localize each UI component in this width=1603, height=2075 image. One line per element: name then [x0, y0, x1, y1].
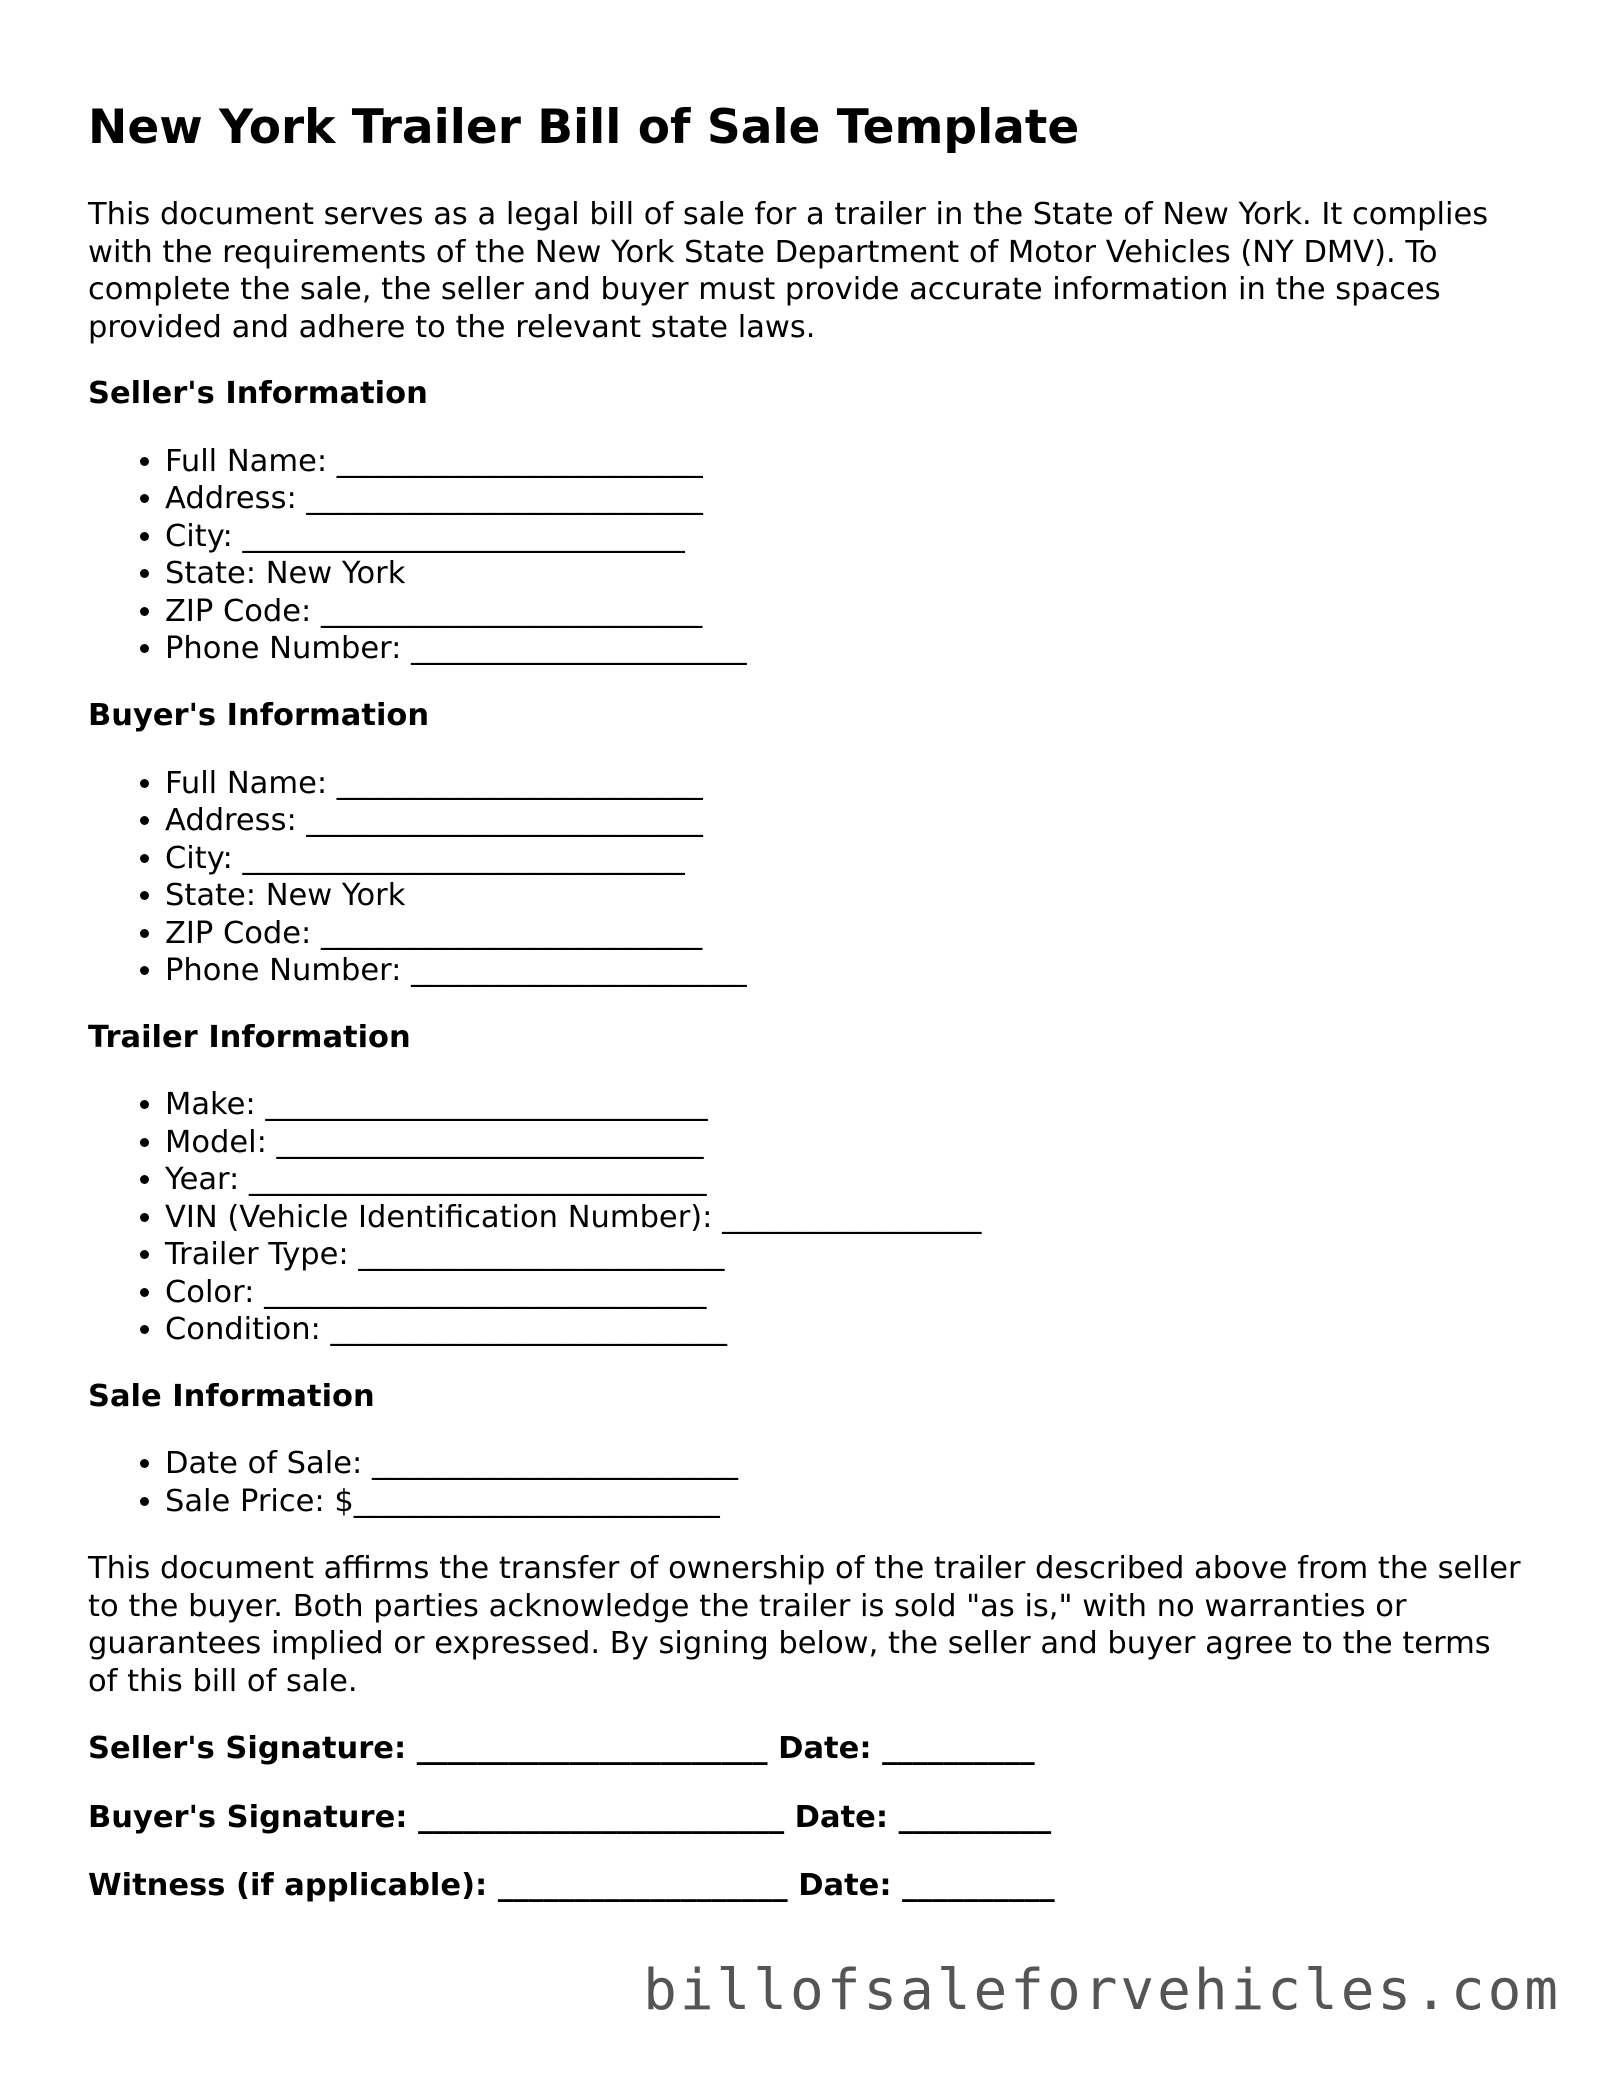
witness-signature-line: Witness (if applicable): ___________________ Date: __________: [88, 1868, 1055, 1904]
seller-city: • City: _____________________________: [165, 518, 1528, 556]
trailer-type: • Trailer Type: ________________________: [165, 1236, 1528, 1274]
buyer-zip: • ZIP Code: _________________________: [165, 915, 1528, 953]
seller-address: • Address: __________________________: [165, 480, 1528, 518]
trailer-model: • Model: ____________________________: [165, 1124, 1528, 1162]
trailer-list: [88, 1086, 1528, 1349]
trailer-color: • Color: _____________________________: [165, 1274, 1528, 1312]
trailer-heading: Trailer Information: [88, 1019, 411, 1055]
seller-full-name: • Full Name: ________________________: [165, 443, 1528, 481]
trailer-vin: • VIN (Vehicle Identification Number): _________________: [165, 1199, 1528, 1237]
sale-date: • Date of Sale: ________________________: [165, 1445, 1528, 1483]
sale-heading: Sale Information: [88, 1378, 375, 1414]
affirmation-paragraph: This document affirms the transfer of ownership of the trailer described above from the seller to the buyer. Both parties acknowledge the trailer is sold "as is," with no warranties or guarantees implied or expressed. By signing below, the seller and buyer agree to the terms of this bill of sale.: [88, 1551, 1521, 1699]
seller-heading: Seller's Information: [88, 376, 428, 412]
seller-zip: • ZIP Code: _________________________: [165, 593, 1528, 631]
buyer-phone: • Phone Number: ______________________: [165, 952, 1528, 990]
sale-list: [88, 1445, 1528, 1520]
buyer-list: [88, 765, 1528, 990]
site-watermark: billofsaleforvehicles.com: [643, 1958, 1561, 2023]
buyer-state: • State: New York: [165, 877, 1528, 915]
buyer-full-name: • Full Name: ________________________: [165, 765, 1528, 803]
seller-state: • State: New York: [165, 555, 1528, 593]
seller-signature-line: Seller's Signature: _______________________ Date: __________: [88, 1731, 1035, 1767]
document-page: [88, 100, 1528, 1936]
buyer-signature-line: Buyer's Signature: ________________________ Date: __________: [88, 1799, 1052, 1835]
buyer-heading: Buyer's Information: [88, 697, 430, 733]
trailer-make: • Make: _____________________________: [165, 1086, 1528, 1124]
sale-price: • Sale Price: $________________________: [165, 1483, 1528, 1521]
seller-phone: • Phone Number: ______________________: [165, 630, 1528, 668]
buyer-address: • Address: __________________________: [165, 802, 1528, 840]
trailer-condition: • Condition: __________________________: [165, 1311, 1528, 1349]
seller-list: [88, 443, 1528, 668]
intro-paragraph: This document serves as a legal bill of sale for a trailer in the State of New York. It complies with the requirements of the New York State Department of Motor Vehicles (NY DMV). To complete the sale, the seller and buyer must provide accurate information in the spaces provided and adhere to the relevant state laws.: [88, 197, 1489, 345]
trailer-year: • Year: ______________________________: [165, 1161, 1528, 1199]
page-title: New York Trailer Bill of Sale Template: [88, 100, 1080, 155]
buyer-city: • City: _____________________________: [165, 840, 1528, 878]
